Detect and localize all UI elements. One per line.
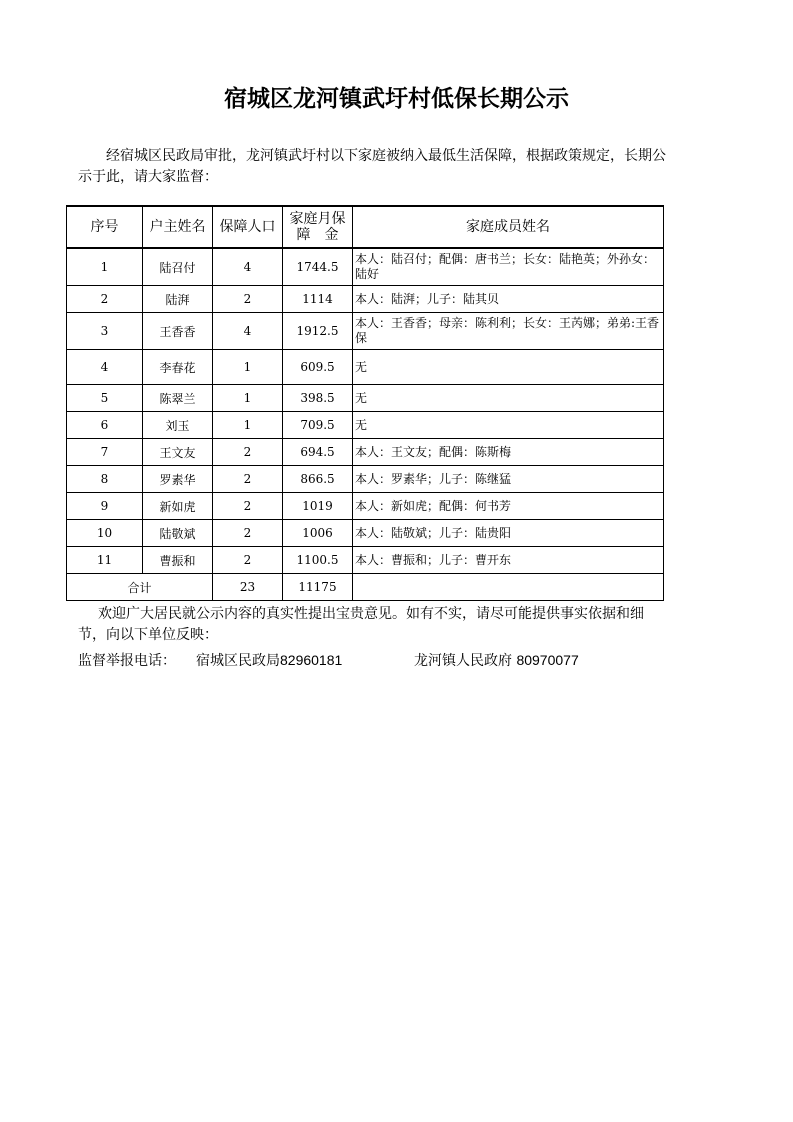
cell-head: 陆湃 [143,286,213,313]
cell-amount: 709.5 [283,412,353,439]
cell-amount: 866.5 [283,466,353,493]
cell-members: 本人：曹振和；儿子：曹开东 [353,547,664,574]
cell-people: 2 [213,286,283,313]
cell-index: 4 [67,350,143,385]
cell-amount: 1006 [283,520,353,547]
cell-index: 6 [67,412,143,439]
cell-members: 本人：罗素华；儿子：陈继猛 [353,466,664,493]
cell-members: 本人：王香香；母亲：陈利利；长女：王芮娜；弟弟:王香保 [353,313,664,350]
header-amount [283,206,353,248]
cell-people: 2 [213,493,283,520]
header-amount-line1: 家庭月保 [289,211,346,227]
cell-people: 1 [213,412,283,439]
cell-head: 曹振和 [143,547,213,574]
cell-members: 本人：陆湃；儿子：陆其贝 [353,286,664,313]
table-row [67,412,664,439]
header-people: 保障人口 [213,206,283,248]
cell-amount: 609.5 [283,350,353,385]
table-row [67,439,664,466]
header-head: 户主姓名 [143,206,213,248]
table-header-row [67,206,664,248]
cell-members: 无 [353,412,664,439]
cell-index: 5 [67,385,143,412]
cell-index: 3 [67,313,143,350]
cell-index: 11 [67,547,143,574]
cell-amount: 398.5 [283,385,353,412]
phone-town-government: 80970077 [516,652,579,668]
intro-paragraph: 经宿城区民政局审批，龙河镇武圩村以下家庭被纳入最低生活保障，根据政策规定，长期公示于此，请大家监督： [78,148,666,185]
cell-head: 陆召付 [143,248,213,286]
table-row [67,466,664,493]
total-members-empty [353,574,664,601]
cell-people: 4 [213,248,283,286]
cell-index: 2 [67,286,143,313]
contact-line [78,650,678,670]
subsidy-table [66,205,664,601]
cell-people: 2 [213,439,283,466]
cell-head: 李春花 [143,350,213,385]
cell-amount: 1019 [283,493,353,520]
cell-head: 王文友 [143,439,213,466]
cell-amount: 1100.5 [283,547,353,574]
cell-members: 本人：陆召付；配偶：唐书兰；长女：陆艳英；外孙女：陆好 [353,248,664,286]
cell-people: 2 [213,466,283,493]
feedback-paragraph: 欢迎广大居民就公示内容的真实性提出宝贵意见。如有不实，请尽可能提供事实依据和细节，向以下单位反映： [78,606,644,643]
contact-label: 监督举报电话： [78,653,176,669]
cell-people: 2 [213,520,283,547]
table-row [67,385,664,412]
cell-index: 10 [67,520,143,547]
total-amount: 11175 [283,574,353,601]
cell-head: 刘玉 [143,412,213,439]
phone-civil-affairs: 82960181 [280,652,343,668]
cell-head: 新如虎 [143,493,213,520]
cell-head: 罗素华 [143,466,213,493]
total-label: 合计 [67,574,213,601]
cell-head: 陆敬斌 [143,520,213,547]
cell-index: 9 [67,493,143,520]
cell-people: 2 [213,547,283,574]
cell-amount: 1744.5 [283,248,353,286]
cell-members: 本人：新如虎；配偶：何书芳 [353,493,664,520]
cell-head: 王香香 [143,313,213,350]
cell-index: 8 [67,466,143,493]
table-row [67,313,664,350]
cell-members: 本人：陆敬斌；儿子：陆贵阳 [353,520,664,547]
header-amount-line2: 障 金 [296,227,339,243]
cell-people: 1 [213,350,283,385]
table-row [67,350,664,385]
cell-members: 无 [353,385,664,412]
office-town-government: 龙河镇人民政府 [414,653,512,669]
contact-town-government [414,650,579,670]
cell-members: 本人：王文友；配偶：陈斯梅 [353,439,664,466]
cell-index: 7 [67,439,143,466]
cell-amount: 694.5 [283,439,353,466]
table-row [67,286,664,313]
table-row [67,520,664,547]
table-row [67,248,664,286]
total-people: 23 [213,574,283,601]
cell-members: 无 [353,350,664,385]
cell-people: 4 [213,313,283,350]
page-title: 宿城区龙河镇武圩村低保长期公示 [224,85,569,112]
cell-head: 陈翠兰 [143,385,213,412]
cell-amount: 1912.5 [283,313,353,350]
header-members: 家庭成员姓名 [353,206,664,248]
header-index: 序号 [67,206,143,248]
cell-index: 1 [67,248,143,286]
contact-civil-affairs [196,650,414,670]
table-row [67,493,664,520]
table-total-row [67,574,664,601]
table-row [67,547,664,574]
cell-amount: 1114 [283,286,353,313]
cell-people: 1 [213,385,283,412]
office-civil-affairs: 宿城区民政局 [196,653,280,669]
